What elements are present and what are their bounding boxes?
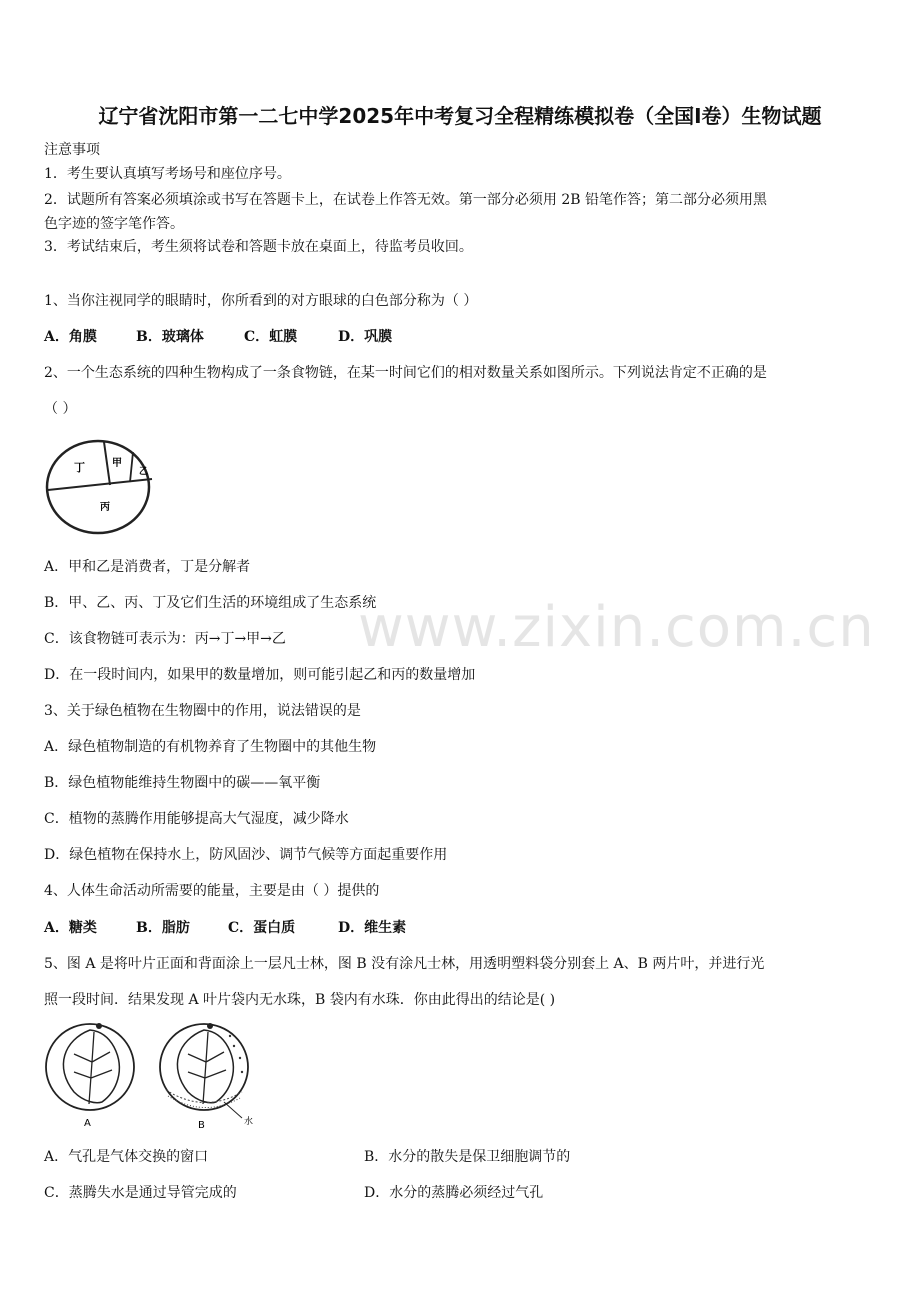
q1-option-b: B．玻璃体 xyxy=(136,329,204,345)
q3-option-d: D．绿色植物在保持水上，防风固沙、调节气候等方面起重要作用 xyxy=(44,847,448,863)
q1-option-c: C．虹膜 xyxy=(244,329,298,345)
q2-stem-line1: 2、一个生态系统的四种生物构成了一条食物链，在某一时间它们的相对数量关系如图所示。下列说法肯定不正确的是 xyxy=(44,365,767,381)
q5-option-c: C．蒸腾失水是通过导管完成的 xyxy=(44,1185,237,1201)
watermark: www.zixin.com.cn xyxy=(358,595,875,660)
q2-label-ding: 丁 xyxy=(74,461,85,474)
q5-label-water: 水 xyxy=(244,1117,254,1127)
q2-stem-line2: （ ） xyxy=(44,401,77,417)
q3-stem: 3、关于绿色植物在生物圈中的作用，说法错误的是 xyxy=(44,703,361,719)
q5-stem-line1: 5、图 A 是将叶片正面和背面涂上一层凡士林，图 B 没有涂凡士林，用透明塑料袋分别套上 A、B 两片叶，并进行光 xyxy=(44,956,765,972)
q4-options xyxy=(44,917,406,937)
q2-label-jia: 甲 xyxy=(112,458,122,469)
q4-stem: 4、人体生命活动所需要的能量，主要是由（ ）提供的 xyxy=(44,883,380,899)
notes-item-1: 1．考生要认真填写考场号和座位序号。 xyxy=(44,166,291,182)
q4-option-c: C．蛋白质 xyxy=(228,920,296,936)
q2-option-b: B．甲、乙、丙、丁及它们生活的环境组成了生态系统 xyxy=(44,595,377,611)
q5-leaf-bag-figure xyxy=(44,1022,274,1132)
q1-options xyxy=(44,326,392,346)
q2-label-bing: 丙 xyxy=(100,502,110,513)
q5-stem-line2: 照一段时间．结果发现 A 叶片袋内无水珠，B 袋内有水珠．你由此得出的结论是( ) xyxy=(44,992,556,1008)
q5-option-a: A．气孔是气体交换的窗口 xyxy=(44,1149,209,1165)
leaf-b-drawing xyxy=(160,1023,253,1131)
q2-option-d: D．在一段时间内，如果甲的数量增加，则可能引起乙和丙的数量增加 xyxy=(44,667,476,683)
notes-item-3: 3．考试结束后，考生须将试卷和答题卡放在桌面上，待监考员收回。 xyxy=(44,239,473,255)
notes-item-2-cont: 色字迹的签字笔作答。 xyxy=(44,216,184,232)
q3-option-c: C．植物的蒸腾作用能够提高大气湿度，减少降水 xyxy=(44,811,349,827)
q5-label-b: B xyxy=(198,1120,205,1131)
leaf-a-drawing xyxy=(46,1023,134,1129)
notes-item-2: 2．试题所有答案必须填涂或书写在答题卡上，在试卷上作答无效。第一部分必须用 2B 铅笔作答；第二部分必须用黑 xyxy=(44,192,767,208)
q1-stem: 1、当你注视同学的眼睛时，你所看到的对方眼球的白色部分称为（ ） xyxy=(44,293,478,309)
q3-option-a: A．绿色植物制造的有机物养育了生物圈中的其他生物 xyxy=(44,739,377,755)
q2-option-c: C．该食物链可表示为：丙→丁→甲→乙 xyxy=(44,631,286,647)
q1-option-d: D．巩膜 xyxy=(338,329,393,345)
q5-label-a: A xyxy=(84,1118,91,1129)
q5-option-d: D．水分的蒸腾必须经过气孔 xyxy=(364,1185,544,1201)
q4-option-d: D．维生素 xyxy=(338,920,407,936)
q3-option-b: B．绿色植物能维持生物圈中的碳——氧平衡 xyxy=(44,775,321,791)
q2-label-yi: 乙 xyxy=(139,467,149,477)
q2-food-chain-pie-figure xyxy=(44,438,156,538)
notes-heading: 注意事项 xyxy=(44,142,100,158)
page-title: 辽宁省沈阳市第一二七中学2025年中考复习全程精练模拟卷（全国Ⅰ卷）生物试题 xyxy=(98,104,822,128)
q4-option-b: B．脂肪 xyxy=(136,920,190,936)
q2-option-a: A．甲和乙是消费者，丁是分解者 xyxy=(44,559,251,575)
q4-option-a: A．糖类 xyxy=(44,920,97,936)
q1-option-a: A．角膜 xyxy=(44,329,97,345)
q5-option-b: B．水分的散失是保卫细胞调节的 xyxy=(364,1149,571,1165)
